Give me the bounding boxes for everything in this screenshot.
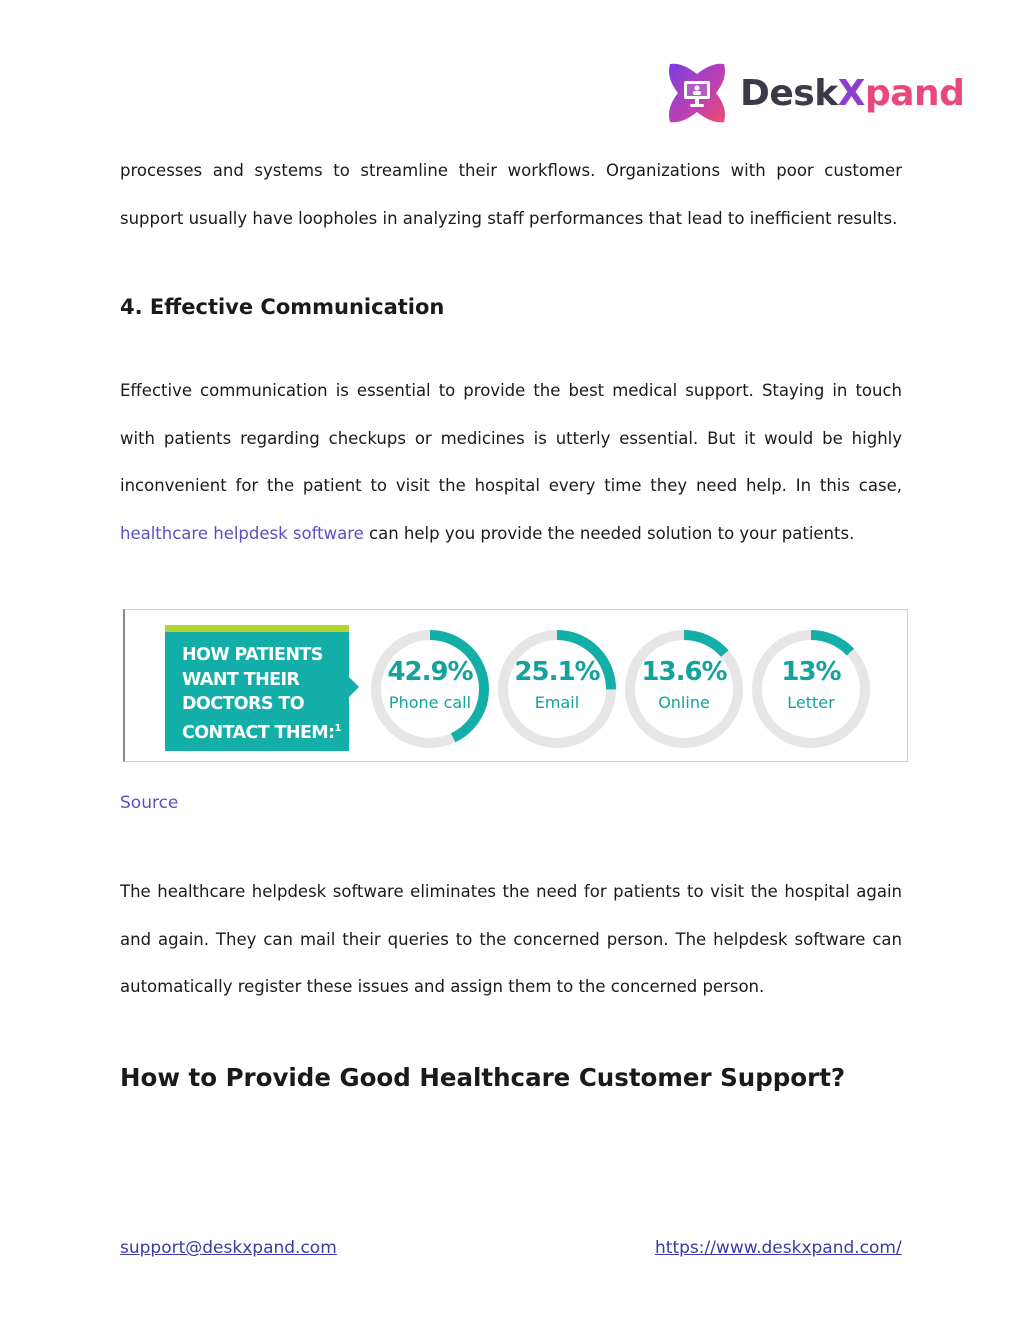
donut-label-phone-call: Phone call	[388, 693, 472, 712]
donut-label-letter: Letter	[787, 693, 835, 712]
infographic-title-line-3: DOCTORS TO	[182, 694, 305, 714]
donut-value-letter: 13%	[781, 657, 841, 687]
infographic-title-box	[165, 625, 349, 751]
infographic-footnote-marker: 1	[334, 722, 341, 734]
donut-value-phone-call: 42.9%	[387, 657, 473, 687]
infographic-accent-bar	[165, 625, 349, 632]
helpdesk-paragraph: The healthcare helpdesk software eliminates the need for patients to visit the hospital again and again. They can mail their queries to the concerned person. The helpdesk software can automatically register these issues and assign them to the concerned person.	[120, 882, 902, 996]
donut-ring-phone-call	[370, 629, 490, 749]
healthcare-helpdesk-software-link[interactable]: healthcare helpdesk software	[120, 523, 364, 543]
infographic-title-line-1: HOW PATIENTS	[182, 645, 323, 665]
intro-line-2: support usually have loopholes in analyzing staff performances that lead to inefficient results.	[120, 208, 898, 228]
donut-ring-online	[624, 629, 744, 749]
intro-line-1: processes and systems to streamline their workflows. Organizations with poor customer	[120, 161, 902, 180]
communication-paragraph	[120, 367, 902, 557]
donut-value-email: 25.1%	[514, 657, 600, 687]
infographic-arrow	[349, 677, 359, 697]
logo-word-desk: Desk	[740, 73, 838, 114]
intro-paragraph	[120, 147, 902, 242]
donut-ring-email	[497, 629, 617, 749]
donut-letter	[751, 629, 871, 749]
infographic-title-line-4: CONTACT THEM:	[182, 722, 335, 743]
deskxpand-logo-icon	[664, 60, 730, 126]
contact-preference-infographic	[123, 609, 908, 762]
source-link[interactable]: Source	[120, 793, 179, 813]
section-heading: 4. Effective Communication	[120, 295, 445, 319]
donut-online	[624, 629, 744, 749]
infographic-title-line-2: WANT THEIR	[182, 669, 300, 690]
deskxpand-logo	[664, 60, 965, 130]
logo-word-x: X	[837, 73, 865, 114]
donut-email	[497, 629, 617, 749]
logo-word-pand: pand	[864, 73, 965, 114]
footer-website-link[interactable]: https://www.deskxpand.com/	[655, 1238, 902, 1258]
donut-label-email: Email	[534, 693, 580, 712]
donut-label-online: Online	[658, 693, 710, 712]
donut-ring-letter	[751, 629, 871, 749]
communication-text-after-link: can help you provide the needed solution to your patients.	[369, 523, 855, 543]
communication-text: Effective communication is essential to provide the best medical support. Staying in touch with patients regarding checkups or medicines is utterly essential. But it would be highly inconvenient for the patient to visit the hospital every time they need help. In this case,	[120, 381, 902, 495]
logo-wordmark	[740, 72, 964, 116]
footer-email-link[interactable]: support@deskxpand.com	[120, 1238, 337, 1258]
donut-value-online: 13.6%	[641, 657, 727, 687]
main-heading: How to Provide Good Healthcare Customer Support?	[120, 1063, 846, 1092]
donut-phone-call	[370, 629, 490, 749]
infographic-title	[182, 643, 347, 745]
